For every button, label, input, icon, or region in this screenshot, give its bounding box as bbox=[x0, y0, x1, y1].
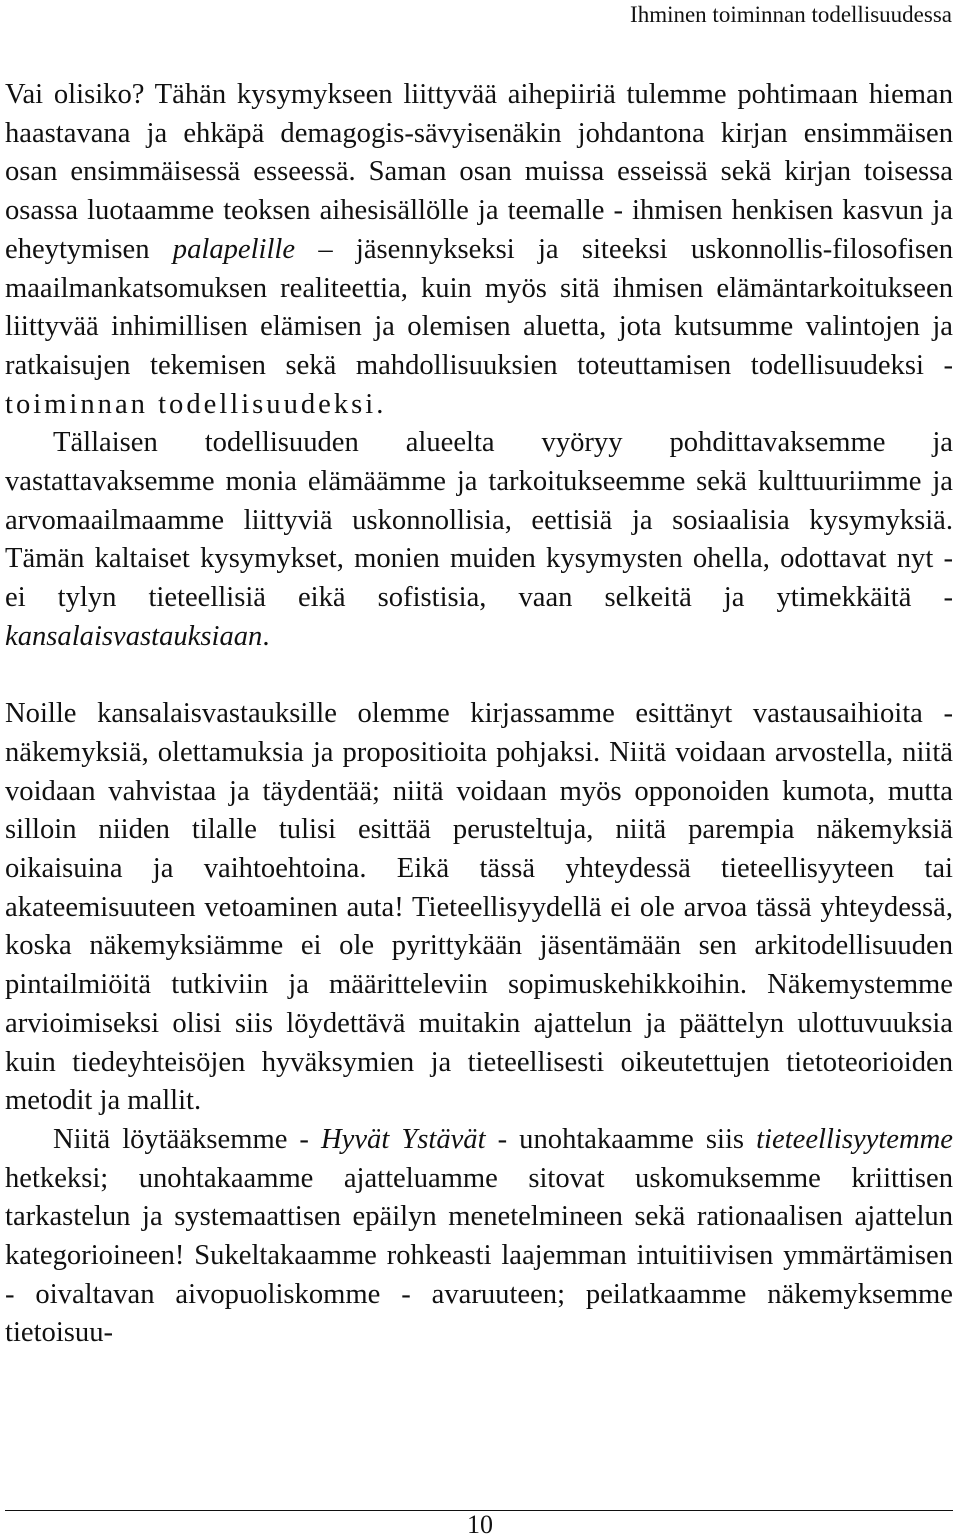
paragraph-2-text-a: Tällaisen todellisuuden alueelta vyöryy pohdittavaksemme ja vastattavaksemme monia elämäämme ja tarkoitukseemme sekä kulttuuriimme ja arvomaailmaamme liittyviä uskonnollisia, eettisiä ja sosiaalisia kysymyksiä. Tämän kaltaiset kysymykset, monien muiden kysymysten ohella, odottavat nyt - ei tylyn tieteellisiä eikä sofistisia, vaan selkeitä ja ytimekkäitä - bbox=[5, 427, 953, 614]
paragraph-2-text-c: . bbox=[262, 620, 270, 652]
paragraph-4-italic-term: tieteellisyytemme bbox=[756, 1123, 953, 1155]
running-header: Ihminen toiminnan todellisuudessa bbox=[630, 2, 952, 27]
paragraph-4-italic-address: Hyvät Ystävät bbox=[321, 1123, 486, 1155]
paragraph-spacer bbox=[5, 657, 953, 696]
paragraph-4-text-c: - unohtakaamme siis bbox=[485, 1123, 757, 1155]
paragraph-4-text-a: Niitä löytääksemme - bbox=[53, 1123, 322, 1155]
paragraph-1 bbox=[5, 76, 953, 424]
paragraph-1-italic-term: palapelille bbox=[172, 233, 296, 265]
page-body bbox=[5, 76, 953, 1353]
paragraph-2-italic-term: kansalaisvastauksiaan bbox=[5, 620, 263, 652]
paragraph-2 bbox=[5, 424, 953, 656]
paragraph-4 bbox=[5, 1121, 953, 1353]
paragraph-1-text-a: Vai olisiko? Tähän kysymykseen liittyvää aihepiiriä tulemme pohtimaan hieman haastavana ja ehkäpä demagogis-sävyisenäkin johdantona kirjan ensimmäisen osan ensimmäisessä esseessä. Saman osan muissa esseissä sekä kirjan toisessa osassa luotaamme teoksen aihesisällölle ja teemalle - ihmisen henkisen kasvun ja eheytymisen bbox=[5, 79, 953, 265]
paragraph-3-text: Noille kansalaisvastauksille olemme kirjassamme esittänyt vastausaihioita - näkemyksiä, olettamuksia ja propositioita pohjaksi. Niitä voidaan arvostella, niitä voidaan vahvistaa ja täydentää; niitä voidaan myös opponoiden kumota, mutta silloin niiden tilalle tulisi esittää perusteltuja, niitä parempia näkemyksiä oikaisuina ja vaihtoehtoina. Eikä tässä yhteydessä tieteellisyyteen tai akateemisuuteen vetoaminen auta! Tieteellisyydellä ei ole arvoa tässä yhteydessä, koska näkemyksiämme ei ole pyrittykään jäsentämään sen arkitodellisuuden pintailmiöitä tutkiviin ja määritteleviin sopimuskehikkoihin. Näkemystemme arvioimiseksi olisi siis löydettävä muitakin ajattelun ja päättelyn ulottuvuuksia kuin tiedeyhteisöjen hyväksymien ja tieteellisesti oikeutettujen tietoteorioiden metodit ja mallit. bbox=[5, 698, 953, 1117]
paragraph-4-text-e: hetkeksi; unohtakaamme ajatteluamme sitovat uskomuksemme kriittisen tarkastelun ja systemaattisen epäilyn menetelmineen sekä rationaalisen ajattelun kategorioineen! Sukeltakaamme rohkeasti laajemman intuitiivisen ymmärtämisen - oivaltavan aivopuoliskomme - avaruuteen; peilatkaamme näkemyksemme tietoisuu- bbox=[5, 1162, 953, 1349]
paragraph-1-text-c: – jäsennykseksi ja siteeksi uskonnollis-filosofisen maailmankatsomuksen realiteettia, kuin myös sitä ihmisen elämäntarkoitukseen liittyvää inhimillisen elämisen ja olemisen aluetta, jota kutsumme valintojen ja ratkaisujen tekemisen sekä mahdollisuuksien toteuttamisen todellisuudeksi - bbox=[5, 233, 953, 381]
paragraph-1-spaced-term: toiminnan todellisuudeksi. bbox=[5, 388, 387, 420]
paragraph-3 bbox=[5, 695, 953, 1121]
page-number: 10 bbox=[467, 1510, 493, 1539]
